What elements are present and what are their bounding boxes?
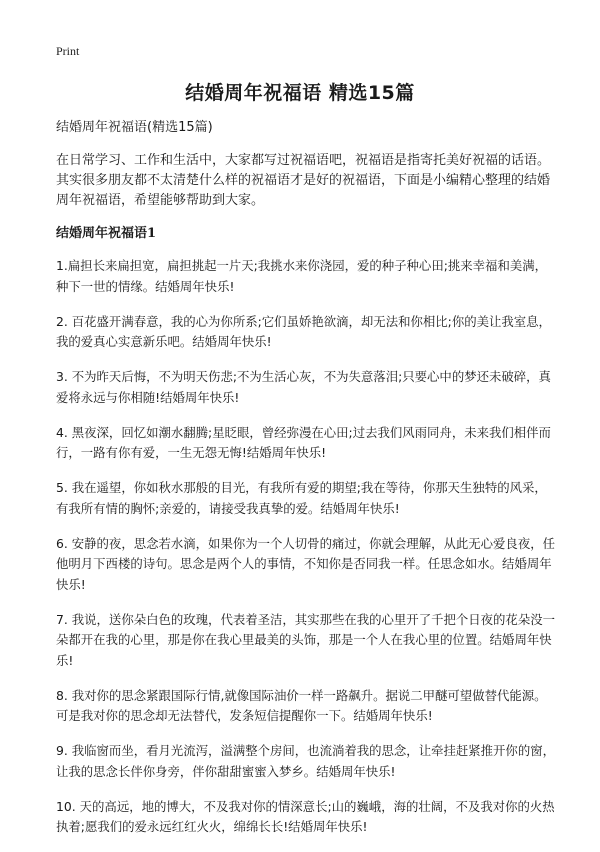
wish-item-5: 5. 我在遥望，你如秋水那般的目光，有我所有爱的期望;我在等待，你那天生独特的风采，有我所有情的胸怀;亲爱的，请接受我真挚的爱。结婚周年快乐! [56,480,547,516]
page-title: 结婚周年祝福语 精选15篇 [185,82,415,104]
wish-item-9: 9. 我临窗而坐，看月光流泻，溢满整个房间，也流淌着我的思念，让牵挂赶紧推开你的窗，让我的思念长伴你身旁，伴你甜甜蜜蜜入梦乡。结婚周年快乐! [56,743,555,779]
print-link[interactable]: Print [56,44,80,58]
document-body [56,118,556,852]
wish-item-7: 7. 我说，送你朵白色的玫瑰，代表着圣洁，其实那些在我的心里开了千把个日夜的花朵没一朵都开在我的心里，那是你在我心里最美的头饰，那是一个人在我心里的位置。结婚周年快乐! [56,611,555,668]
wish-item-2: 2. 百花盛开满春意，我的心为你所系;它们虽娇艳欲滴，却无法和你相比;你的美让我室息，我的爱真心实意新乐吧。结婚周年快乐! [56,313,551,349]
intro-paragraph: 在日常学习、工作和生活中，大家都写过祝福语吧，祝福语是指寄托美好祝福的话语。其实很多朋友都不太清楚什么样的祝福语才是好的祝福语，下面是小编精心整理的结婚周年祝福语，希望能够帮助到大家。 [56,153,551,208]
wish-item-1: 1.扁担长来扁担宽，扁担挑起一片天;我挑水来你浇园，爱的种子种心田;挑来幸福和美满，种下一世的情缘。结婚周年快乐! [56,258,548,294]
section-heading: 结婚周年祝福语1 [56,226,157,241]
document-subtitle: 结婚周年祝福语(精选15篇) [56,120,213,135]
wish-item-4: 4. 黑夜深，回忆如潮水翻腾;星眨眼，曾经弥漫在心田;过去我们风雨同舟，未来我们相伴而行，一路有你有爱，一生无怨无悔!结婚周年快乐! [56,424,551,460]
wish-item-10: 10. 天的高远，地的博大，不及我对你的情深意长;山的巍峨，海的壮阔，不及我对你的火热执着;愿我们的爱永远红红火火，绵绵长长!结婚周年快乐! [56,798,555,834]
wish-item-6: 6. 安静的夜，思念若水滴，如果你为一个人切骨的痛过，你就会理解，从此无心爱良夜，任他明月下西楼的诗句。思念是两个人的事情，不知你是否同我一样。任思念如水。结婚周年快乐! [56,535,555,592]
wish-item-8: 8. 我对你的思念紧跟国际行情,就像国际油价一样一路飙升。据说二甲醚可望做替代能源。可是我对你的思念却无法替代，发条短信提醒你一下。结婚周年快乐! [56,687,547,723]
wish-item-3: 3. 不为昨天后悔，不为明天伤悲;不为生活心灰，不为失意落泪;只要心中的梦还未破碎，真爱将永远与你相随!结婚周年快乐! [56,369,551,405]
